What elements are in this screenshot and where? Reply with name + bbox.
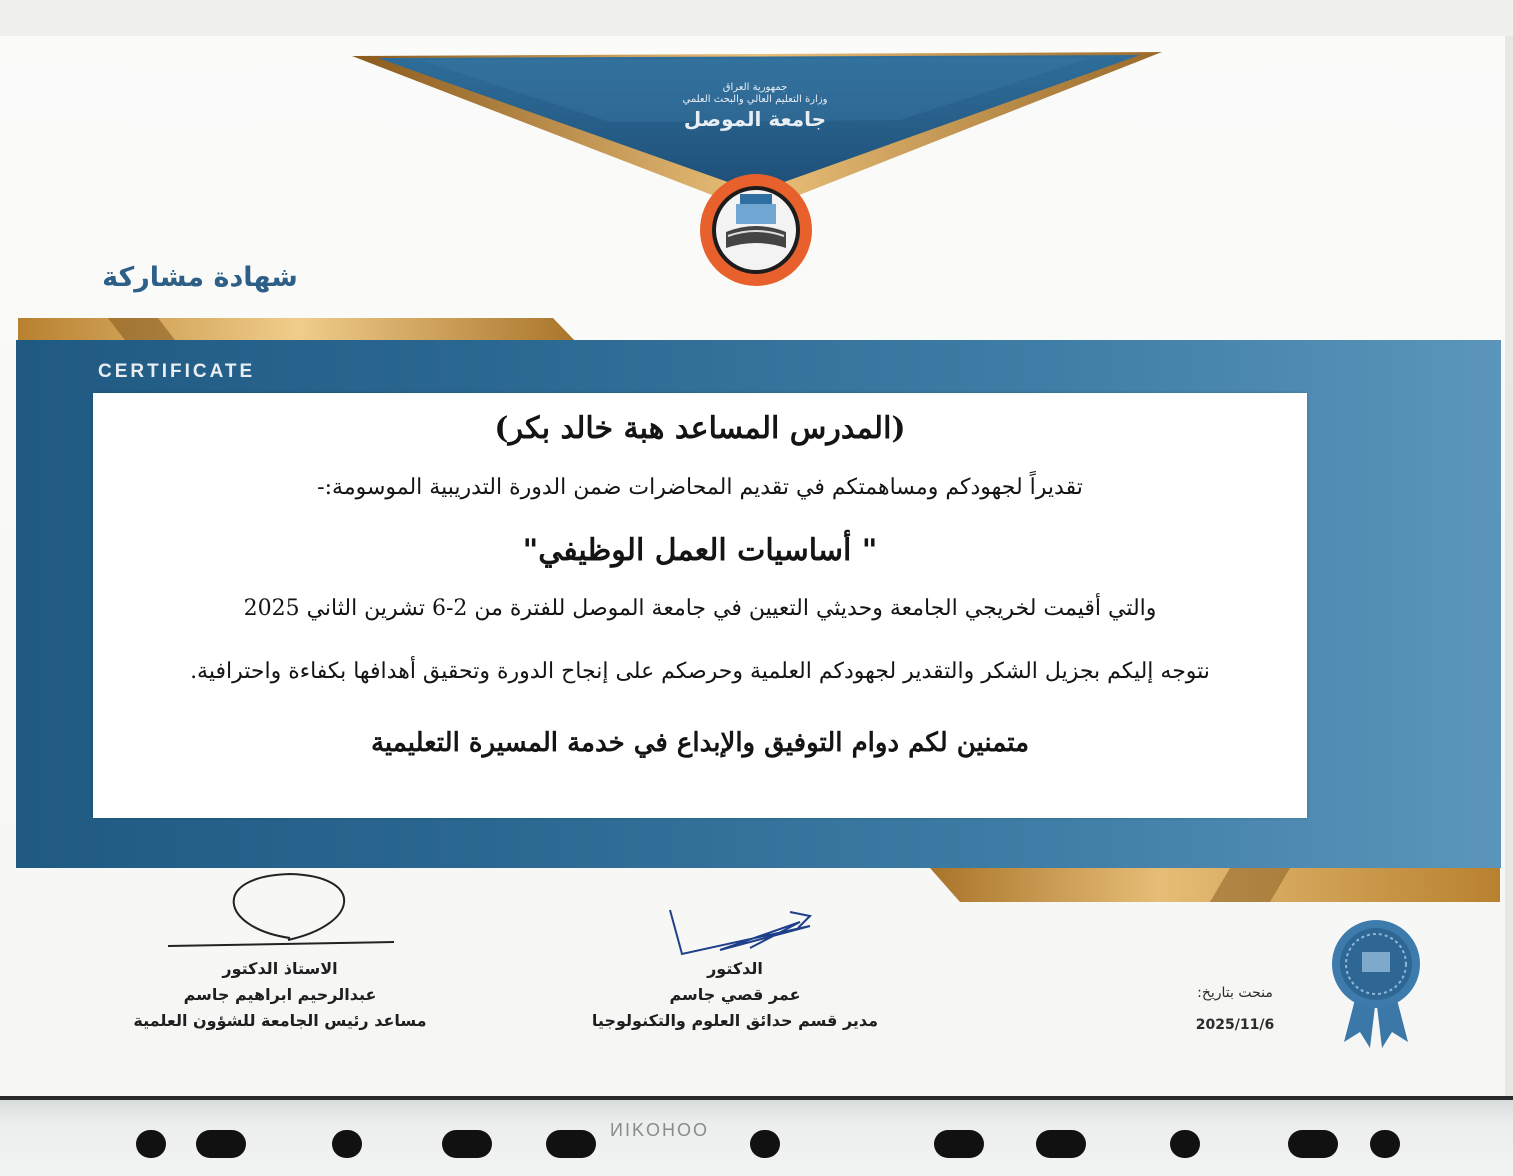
issue-date-label: منحت بتاريخ: — [1197, 985, 1273, 1001]
university-logo-icon — [698, 172, 814, 288]
intro-text: تقديراً لجهودكم ومساهمتكم في تقديم المحاضرات ضمن الدورة التدريبية الموسومة:- — [317, 475, 1083, 500]
thanks-text: نتوجه إليكم بجزيل الشكر والتقدير لجهودكم العلمية وحرصكم على إنجاح الدورة وتحقيق أهدافها بكفاءة واحترافية. — [190, 659, 1210, 684]
country-line: جمهورية العراق — [722, 82, 788, 93]
binder-hole — [750, 1130, 780, 1158]
certificate-card — [93, 393, 1307, 818]
recipient-name: (المدرس المساعد هبة خالد بكر) — [494, 411, 906, 446]
binder-hole — [136, 1130, 166, 1158]
signatory-2-title: الدكتور — [707, 959, 763, 978]
binder-brand-text: ИIKOHOO — [610, 1120, 709, 1140]
gold-stripe-bottom — [930, 868, 1500, 902]
signatory-1 — [120, 956, 440, 1034]
binder-hole — [1170, 1130, 1200, 1158]
header-text — [640, 82, 870, 132]
signatory-2-name: عمر قصي جاسم — [669, 985, 801, 1004]
ministry-line: وزارة التعليم العالي والبحث العلمي — [682, 94, 828, 105]
wish-text: متمنين لكم دوام التوفيق والإبداع في خدمة المسيرة التعليمية — [370, 728, 1030, 758]
binder-hole — [1036, 1130, 1086, 1158]
signatory-2 — [580, 956, 890, 1034]
university-name: جامعة الموصل — [683, 107, 827, 131]
binder-hole — [546, 1130, 596, 1158]
issue-date-block — [1180, 980, 1290, 1038]
award-seal-icon — [1328, 918, 1424, 1054]
signature-1-icon — [160, 866, 410, 956]
course-held-text: والتي أقيمت لخريجي الجامعة وحديثي التعيين في جامعة الموصل للفترة من 2-6 تشرين الثاني 2025 — [243, 596, 1157, 621]
binder-hole — [442, 1130, 492, 1158]
signatory-2-position: مدير قسم حدائق العلوم والتكنولوجيا — [591, 1011, 879, 1030]
signatory-1-name: عبدالرحيم ابراهيم جاسم — [183, 985, 377, 1004]
binder-hole — [196, 1130, 246, 1158]
binder-hole — [332, 1130, 362, 1158]
certificate-title-arabic: شهادة مشاركة — [102, 262, 298, 293]
issue-date: 2025/11/6 — [1195, 1017, 1275, 1033]
binder-hole — [1288, 1130, 1338, 1158]
course-title: " أساسيات العمل الوظيفي" — [522, 533, 878, 568]
signatory-1-position: مساعد رئيس الجامعة للشؤون العلمية — [133, 1011, 427, 1030]
binder-hole — [1370, 1130, 1400, 1158]
binder-hole — [934, 1130, 984, 1158]
certificate-label: CERTIFICATE — [98, 361, 256, 382]
signatory-1-title: الاستاذ الدكتور — [222, 959, 338, 978]
